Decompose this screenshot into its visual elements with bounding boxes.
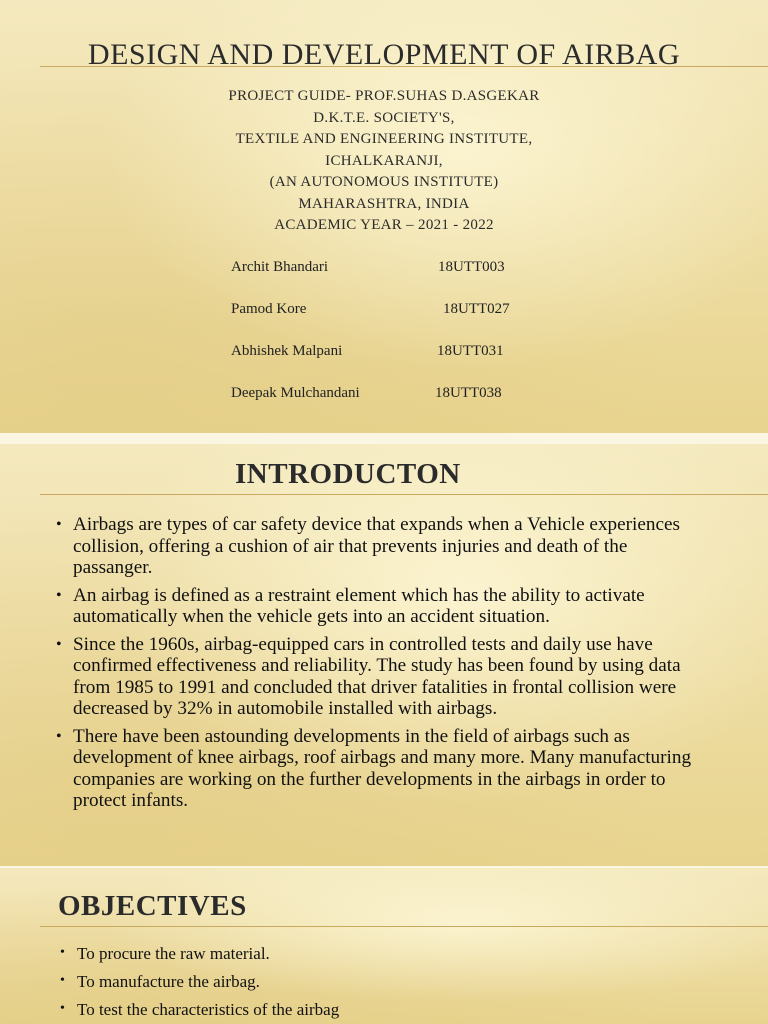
introduction-slide <box>0 444 768 866</box>
subtitle-line: TEXTILE AND ENGINEERING INSTITUTE, <box>235 131 533 147</box>
slide-title: INTRODUCTON <box>235 458 461 490</box>
subtitle-line: ICHALKARANJI, <box>325 152 443 169</box>
member-name: Deepak Mulchandani <box>231 385 360 401</box>
member-roll-number: 18UTT031 <box>437 343 504 359</box>
member-roll-number: 18UTT038 <box>435 385 502 401</box>
list-item <box>56 634 696 720</box>
bullet-text: An airbag is defined as a restraint element which has the ability to activate automatically when the vehicle gets into an accident situation. <box>73 584 645 627</box>
bullet-icon: • <box>56 635 62 653</box>
bullet-icon: • <box>56 516 62 533</box>
bullet-list <box>60 944 700 1024</box>
subtitle-line: (AN AUTONOMOUS INSTITUTE) <box>269 174 499 190</box>
team-member <box>231 343 571 385</box>
bullet-text: To test the characteristics of the airbag <box>77 1000 340 1019</box>
list-item <box>56 726 696 812</box>
team-member <box>231 259 571 301</box>
subtitle-line: PROJECT GUIDE- PROF.SUHAS D.ASGEKAR <box>228 88 540 104</box>
member-name: Archit Bhandari <box>231 259 329 275</box>
bullet-text: There have been astounding developments in the field of airbags such as development of knee airbags, roof airbags and many more. Many manufacturing companies are working on the further developments in the airbags in order to protect infants. <box>73 725 692 811</box>
bullet-text: To procure the raw material. <box>77 944 270 963</box>
bullet-icon: • <box>60 945 65 960</box>
list-item <box>56 585 696 628</box>
bullet-text: To manufacture the airbag. <box>77 972 260 991</box>
bullet-icon: • <box>56 586 62 604</box>
member-roll-number: 18UTT027 <box>443 301 510 317</box>
member-name: Pamod Kore <box>231 301 307 317</box>
title-slide <box>0 0 768 433</box>
subtitle-line: ACADEMIC YEAR – 2021 - 2022 <box>274 217 494 233</box>
list-item <box>56 514 696 579</box>
title-underline <box>40 494 768 495</box>
team-members-list <box>231 259 571 427</box>
list-item <box>60 944 700 964</box>
bullet-list <box>56 514 696 818</box>
slide-title: OBJECTIVES <box>58 890 247 922</box>
bullet-text: Airbags are types of car safety device that expands when a Vehicle experiences collision, offering a cushion of air that prevents injuries and death of the passanger. <box>73 514 680 578</box>
bullet-icon: • <box>56 727 62 745</box>
list-item <box>60 1000 700 1020</box>
member-name: Abhishek Malpani <box>231 343 343 359</box>
list-item <box>60 972 700 992</box>
bullet-icon: • <box>60 1001 65 1016</box>
title-underline <box>40 926 768 927</box>
bullet-text: Since the 1960s, airbag-equipped cars in controlled tests and daily use have confirmed effectiveness and reliability. The study has been found by using data from 1985 to 1991 and concluded that driver fatalities in frontal collision were decreased by 32% in automobile installed with airbags. <box>73 633 681 719</box>
bullet-icon: • <box>60 973 65 988</box>
subtitle-line: D.K.T.E. SOCIETY'S, <box>313 109 455 126</box>
subtitle-line: MAHARASHTRA, INDIA <box>298 195 470 212</box>
member-roll-number: 18UTT003 <box>438 259 505 275</box>
team-member <box>231 385 571 427</box>
objectives-slide <box>0 868 768 1024</box>
team-member <box>231 301 571 343</box>
project-details <box>0 86 768 237</box>
slide-separator <box>0 433 768 444</box>
presentation-title: DESIGN AND DEVELOPMENT OF AIRBAG <box>87 38 681 71</box>
